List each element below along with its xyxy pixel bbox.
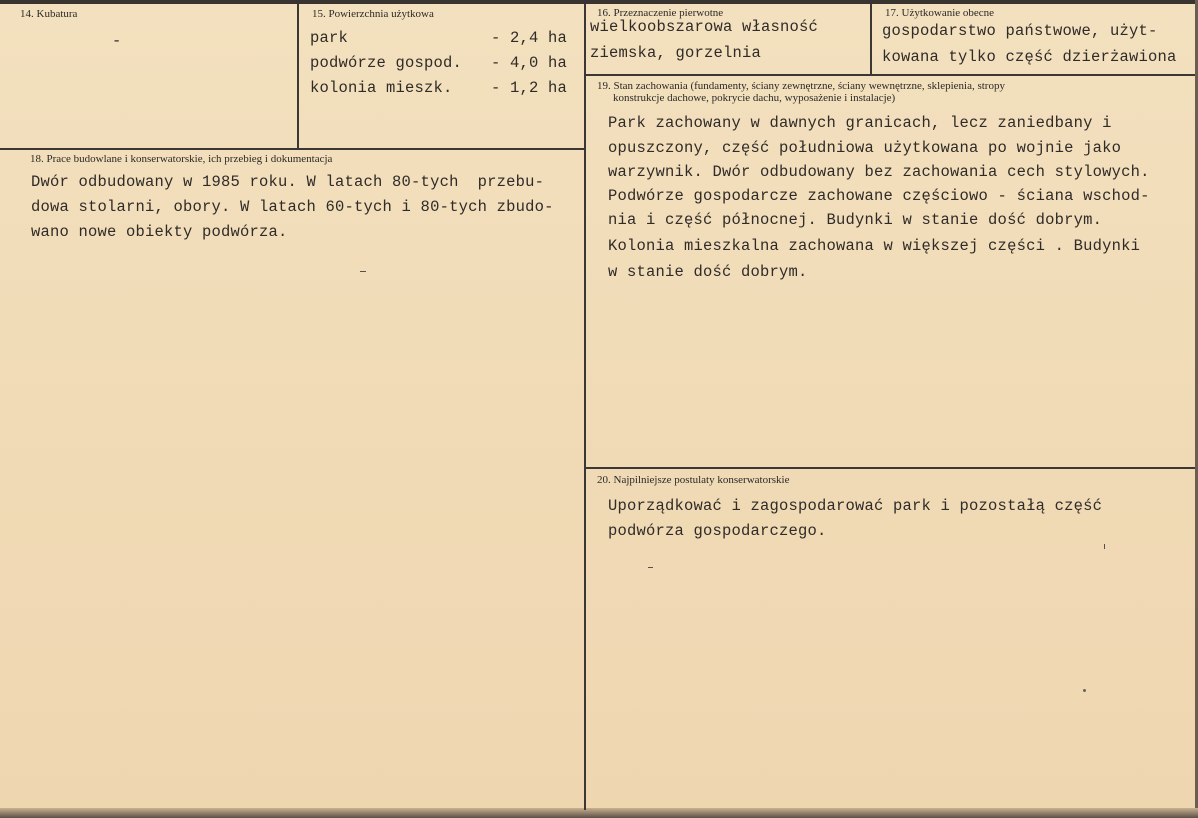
- stray-mark: [360, 271, 366, 272]
- stray-mark: [648, 567, 653, 568]
- top-edge: [0, 0, 1198, 4]
- field-19-line: opuszczony, część południowa użytkowana po wojnie jako: [608, 139, 1122, 157]
- field-19-label-cont: konstrukcje dachowe, pokrycie dachu, wyposażenie i instalacje): [613, 92, 896, 104]
- field-15-row-value: - 2,4 ha: [491, 29, 568, 47]
- field-16-line: wielkoobszarowa własność: [590, 18, 819, 36]
- field-17-line: kowana tylko część dzierżawiona: [882, 48, 1177, 66]
- field-17-line: gospodarstwo państwowe, użyt-: [882, 22, 1158, 40]
- bottom-edge: [0, 808, 1198, 818]
- field-16-line: ziemska, gorzelnia: [590, 44, 762, 62]
- stray-dot: [1083, 689, 1086, 692]
- field-19-line: w stanie dość dobrym.: [608, 263, 808, 281]
- field-14-value: -: [112, 32, 122, 50]
- field-15-label: 15. Powierzchnia użytkowa: [312, 8, 434, 20]
- field-15-row-name: podwórze gospod.: [310, 54, 463, 72]
- field-18-line: dowa stolarni, obory. W latach 60-tych i 80-tych zbudo-: [31, 198, 554, 216]
- field-18-line: wano nowe obiekty podwórza.: [31, 223, 288, 241]
- field-19-line: Park zachowany w dawnych granicach, lecz zaniedbany i: [608, 114, 1112, 132]
- field-19-line: Kolonia mieszkalna zachowana w większej części . Budynki: [608, 237, 1141, 255]
- field-18-line: Dwór odbudowany w 1985 roku. W latach 80-tych przebu-: [31, 173, 545, 191]
- divider-14-15: [297, 4, 299, 148]
- field-15-row-value: - 4,0 ha: [491, 54, 568, 72]
- field-19-line: Podwórze gospodarcze zachowane częściowo - ściana wschod-: [608, 187, 1150, 205]
- field-15-row-name: park: [310, 29, 349, 47]
- divider-19-20: [584, 467, 1195, 469]
- divider-top-left: [0, 148, 585, 150]
- stray-mark: [1104, 544, 1105, 549]
- divider-center: [584, 4, 586, 810]
- field-15-row-value: - 1,2 ha: [491, 79, 568, 97]
- field-20-label: 20. Najpilniejsze postulaty konserwatorskie: [597, 474, 790, 486]
- divider-top-right: [584, 74, 1195, 76]
- field-19-label: 19. Stan zachowania (fundamenty, ściany zewnętrzne, ściany wewnętrzne, sklepienia, stropy: [597, 80, 1005, 92]
- field-19-line: warzywnik. Dwór odbudowany bez zachowania cech stylowych.: [608, 163, 1150, 181]
- field-20-line: podwórza gospodarczego.: [608, 522, 827, 540]
- field-20-line: Uporządkować i zagospodarować park i pozostałą część: [608, 497, 1103, 515]
- field-14-label: 14. Kubatura: [20, 8, 78, 20]
- divider-16-17: [870, 4, 872, 74]
- field-15-row-name: kolonia mieszk.: [310, 79, 453, 97]
- field-18-label: 18. Prace budowlane i konserwatorskie, ich przebieg i dokumentacja: [30, 153, 333, 165]
- field-19-line: nia i część północnej. Budynki w stanie dość dobrym.: [608, 211, 1103, 229]
- field-16-label: 16. Przeznaczenie pierwotne: [597, 7, 724, 19]
- field-17-label: 17. Użytkowanie obecne: [885, 7, 995, 19]
